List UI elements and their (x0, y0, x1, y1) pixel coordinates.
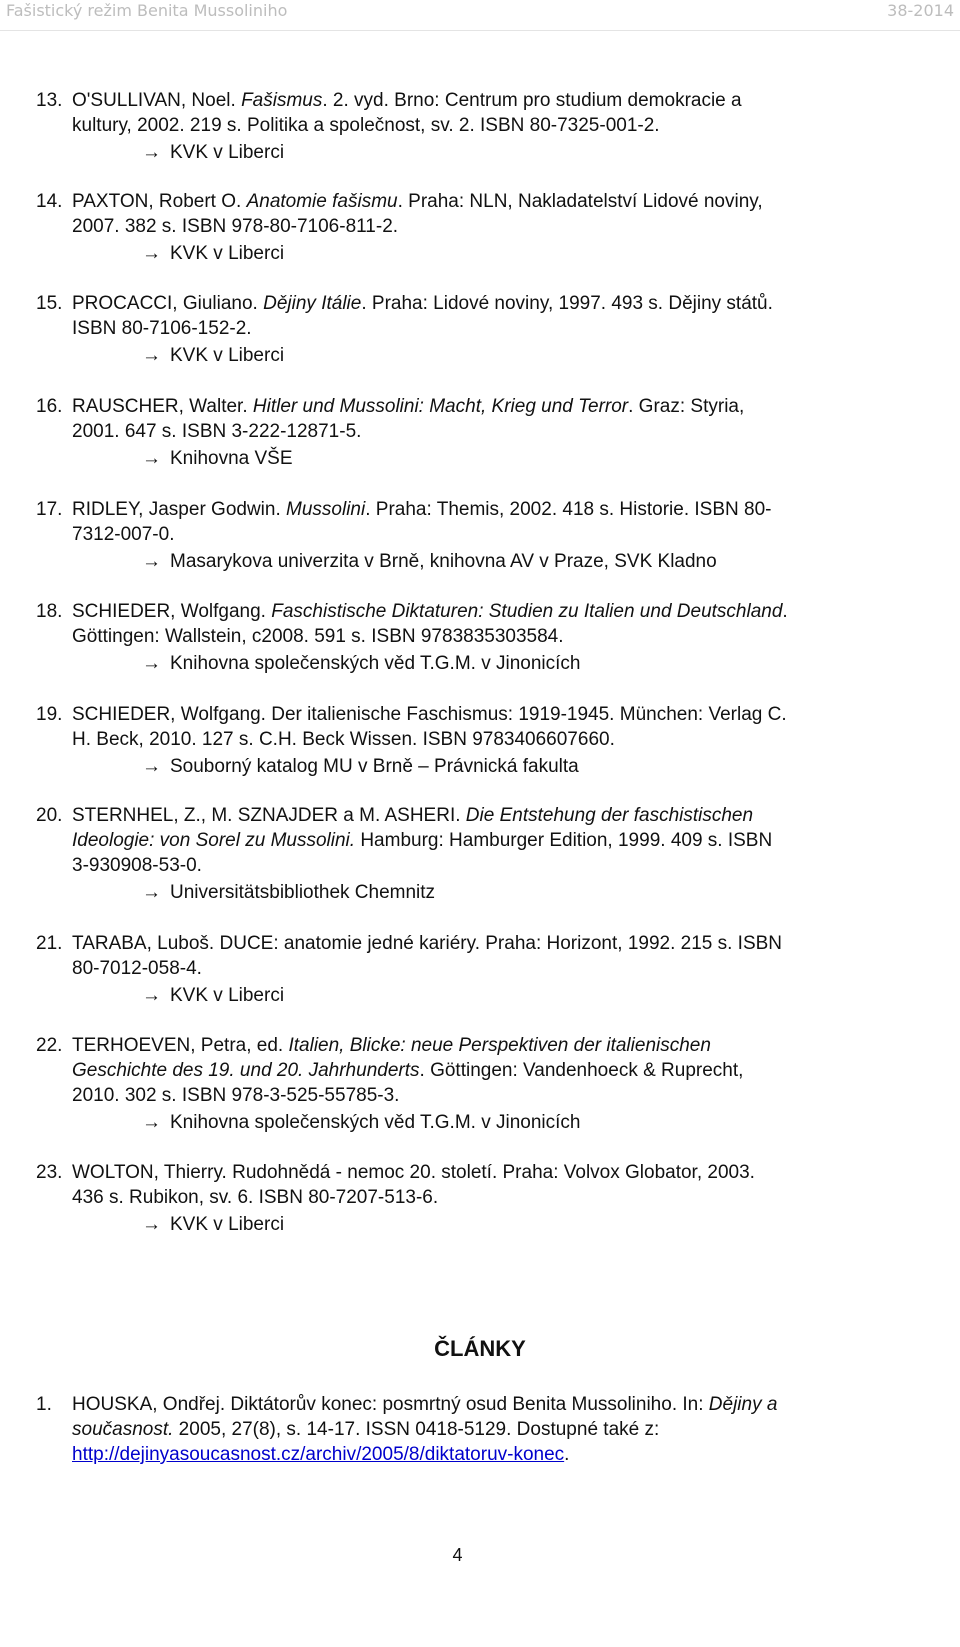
journal-title: současnost. (72, 1419, 174, 1440)
book-title: Geschichte des 19. und 20. Jahrhunderts (72, 1060, 420, 1081)
author: WOLTON, Thierry. (72, 1162, 233, 1183)
citation-text: . Praha: NLN, Nakladatelství Lidové noviny, (397, 191, 763, 212)
arrow-right-icon: → (142, 1214, 161, 1235)
citation-text: 2005, 27(8), s. 14-17. ISSN 0418-5129. Dostupné také z: (173, 1419, 660, 1440)
section-title: ČLÁNKY (434, 1336, 526, 1361)
arrow-right-icon: → (142, 243, 161, 264)
book-title: Italien, Blicke: neue Perspektiven der italienischen (288, 1035, 711, 1056)
author: STERNHEL, Z., M. SZNAJDER a M. ASHERI. (72, 805, 466, 826)
library-link[interactable] (72, 880, 932, 905)
arrow-right-icon: → (142, 882, 161, 903)
article-url-link[interactable]: http://dejinyasoucasnost.cz/archiv/2005/8/diktatoruv-konec (72, 1444, 565, 1465)
item-number: 18. (36, 601, 63, 622)
citation-text: 2007. 382 s. ISBN 978-80-7106-811-2. (72, 216, 399, 237)
citation-text: kultury, 2002. 219 s. Politika a společnost, sv. 2. ISBN 80-7325-001-2. (72, 115, 660, 136)
library-link[interactable] (72, 549, 932, 574)
citation-text: HOUSKA, Ondřej. Diktátorův konec: posmrtný osud Benita Mussoliniho. In: (72, 1394, 709, 1415)
library-link[interactable] (72, 1110, 932, 1135)
author: TERHOEVEN, Petra, ed. (72, 1035, 289, 1056)
library-link[interactable] (72, 1212, 932, 1237)
item-number: 21. (36, 933, 63, 954)
page-header (0, 0, 960, 31)
library-link[interactable] (72, 983, 932, 1008)
citation-text: . Göttingen: Vandenhoeck & Ruprecht, (419, 1060, 744, 1081)
citation-text: 7312-007-0. (72, 524, 175, 545)
library-link[interactable] (72, 446, 932, 471)
citation-text: ISBN 80-7106-152-2. (72, 318, 252, 339)
library-link[interactable] (72, 343, 932, 368)
library-name[interactable]: Knihovna VŠE (170, 448, 293, 469)
citation-text: . Graz: Styria, (628, 396, 745, 417)
header-code: 38-2014 (887, 1, 954, 20)
item-number: 15. (36, 293, 63, 314)
citation-text: Der italienische Faschismus: 1919-1945. München: Verlag C. (271, 704, 787, 725)
author: PAXTON, Robert O. (72, 191, 247, 212)
citation-text: . Praha: Themis, 2002. 418 s. Historie. ISBN 80- (365, 499, 772, 520)
citation-text: Göttingen: Wallstein, c2008. 591 s. ISBN 9783835303584. (72, 626, 564, 647)
citation-text: . (782, 601, 788, 622)
arrow-right-icon: → (142, 142, 161, 163)
page-number: 4 (452, 1545, 463, 1565)
library-name[interactable]: Masarykova univerzita v Brně, knihovna AV v Praze, SVK Kladno (170, 551, 717, 572)
item-number: 17. (36, 499, 63, 520)
book-title: Die Entstehung der faschistischen (465, 805, 754, 826)
arrow-right-icon: → (142, 448, 161, 469)
citation-text: Rudohnědá - nemoc 20. století. Praha: Volvox Globator, 2003. (232, 1162, 755, 1183)
citation-text: DUCE: anatomie jedné kariéry. Praha: Horizont, 1992. 215 s. ISBN (219, 933, 783, 954)
book-title: Dějiny Itálie (263, 293, 362, 314)
author: PROCACCI, Giuliano. (72, 293, 264, 314)
library-link[interactable] (72, 241, 932, 266)
book-title: Fašismus (241, 90, 323, 111)
item-number: 16. (36, 396, 63, 417)
author: SCHIEDER, Wolfgang. (72, 601, 272, 622)
citation-text: 2001. 647 s. ISBN 3-222-12871-5. (72, 421, 362, 442)
library-name[interactable]: Knihovna společenských věd T.G.M. v Jinonicích (170, 1112, 581, 1133)
author: RIDLEY, Jasper Godwin. (72, 499, 287, 520)
citation-text: . 2. vyd. Brno: Centrum pro studium demokracie a (322, 90, 742, 111)
book-title: Anatomie fašismu (246, 191, 398, 212)
citation-text: 80-7012-058-4. (72, 958, 202, 979)
author: RAUSCHER, Walter. (72, 396, 253, 417)
citation-text: 436 s. Rubikon, sv. 6. ISBN 80-7207-513-6. (72, 1187, 439, 1208)
arrow-right-icon: → (142, 756, 161, 777)
book-title: Ideologie: von Sorel zu Mussolini. (72, 830, 356, 851)
item-number: 23. (36, 1162, 63, 1183)
book-title: Mussolini (286, 499, 366, 520)
citation-text: 3-930908-53-0. (72, 855, 202, 876)
item-number: 14. (36, 191, 63, 212)
citation-text: . Praha: Lidové noviny, 1997. 493 s. Dějiny států. (361, 293, 773, 314)
citation-text: 2010. 302 s. ISBN 978-3-525-55785-3. (72, 1085, 400, 1106)
arrow-right-icon: → (142, 985, 161, 1006)
item-number: 20. (36, 805, 63, 826)
header-title: Fašistický režim Benita Mussoliniho (6, 1, 288, 20)
library-name[interactable]: KVK v Liberci (170, 345, 285, 366)
library-link[interactable] (72, 651, 932, 676)
library-name[interactable]: KVK v Liberci (170, 243, 285, 264)
journal-title: Dějiny a (708, 1394, 778, 1415)
citation-text: . (564, 1444, 570, 1465)
arrow-right-icon: → (142, 653, 161, 674)
book-title: Faschistische Diktaturen: Studien zu Italien und Deutschland (271, 601, 783, 622)
arrow-right-icon: → (142, 345, 161, 366)
library-name[interactable]: Knihovna společenských věd T.G.M. v Jinonicích (170, 653, 581, 674)
item-number: 22. (36, 1035, 63, 1056)
citation-text: Hamburg: Hamburger Edition, 1999. 409 s. ISBN (355, 830, 773, 851)
library-link[interactable] (72, 140, 932, 165)
library-link[interactable] (72, 754, 932, 779)
arrow-right-icon: → (142, 1112, 161, 1133)
library-name[interactable]: KVK v Liberci (170, 1214, 285, 1235)
item-number: 1. (36, 1394, 52, 1415)
author: O'SULLIVAN, Noel. (72, 90, 242, 111)
library-name[interactable]: KVK v Liberci (170, 985, 285, 1006)
author: TARABA, Luboš. (72, 933, 220, 954)
library-name[interactable]: Souborný katalog MU v Brně – Právnická fakulta (170, 756, 579, 777)
item-number: 13. (36, 90, 63, 111)
citation-text: H. Beck, 2010. 127 s. C.H. Beck Wissen. ISBN 9783406607660. (72, 729, 615, 750)
book-title: Hitler und Mussolini: Macht, Krieg und Terror (252, 396, 629, 417)
arrow-right-icon: → (142, 551, 161, 572)
library-name[interactable]: Universitätsbibliothek Chemnitz (170, 882, 436, 903)
library-name[interactable]: KVK v Liberci (170, 142, 285, 163)
author: SCHIEDER, Wolfgang. (72, 704, 272, 725)
item-number: 19. (36, 704, 63, 725)
